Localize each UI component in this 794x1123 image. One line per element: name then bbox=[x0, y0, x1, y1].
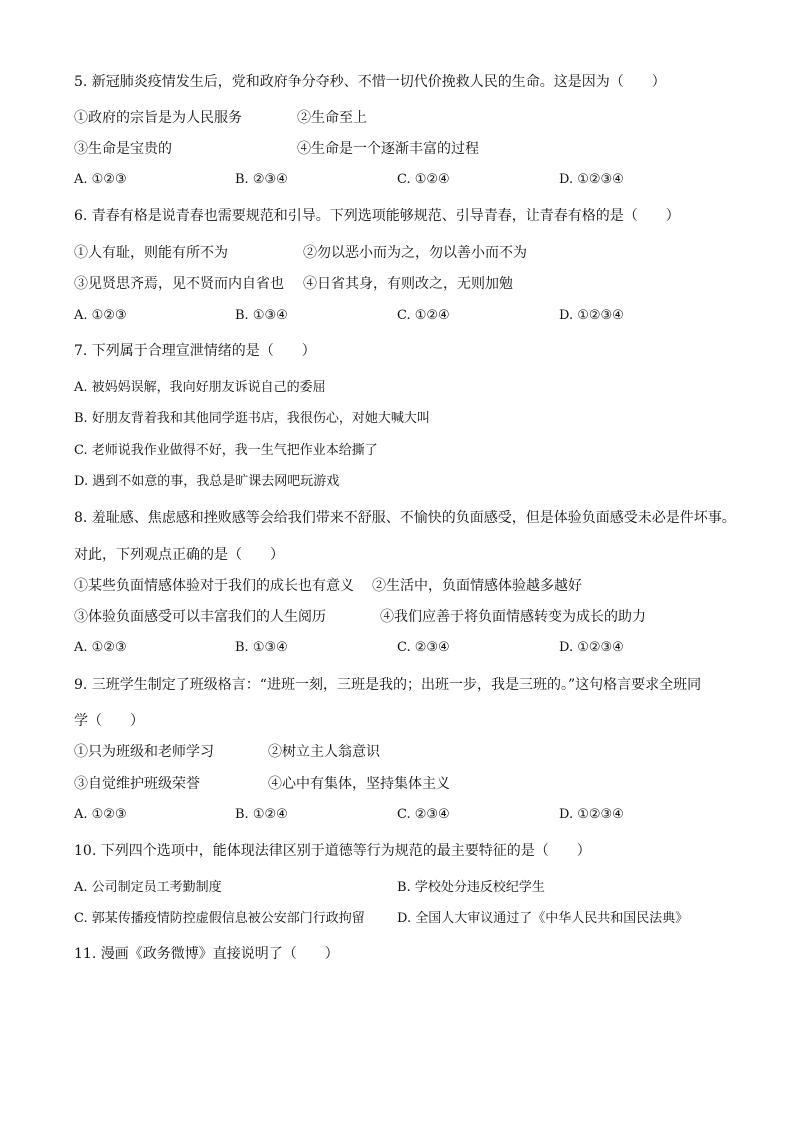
q6-choice-c[interactable]: C. ①②④ bbox=[397, 308, 450, 323]
q7-choice-c[interactable]: C. 老师说我作业做得不好，我一生气把作业本给撕了 bbox=[74, 443, 378, 458]
q6-item-3: ③见贤思齐焉，见不贤而内自省也 bbox=[74, 276, 284, 292]
question-8-stem: 8. 羞耻感、焦虑感和挫败感等会给我们带来不舒服、不愉快的负面感受，但是体验负面感受未必是件坏事。 bbox=[74, 510, 736, 526]
q9-item-3: ③自觉维护班级荣誉 bbox=[74, 776, 200, 792]
q6-item-1: ①人有耻，则能有所不为 bbox=[74, 245, 228, 261]
q5-choice-d[interactable]: D. ①②③④ bbox=[559, 172, 624, 187]
q9-choice-c[interactable]: C. ②③④ bbox=[397, 807, 450, 822]
q5-item-4: ④生命是一个逐渐丰富的过程 bbox=[297, 141, 479, 157]
q5-choice-c[interactable]: C. ①②④ bbox=[397, 172, 450, 187]
q6-choice-d[interactable]: D. ①②③④ bbox=[559, 308, 624, 323]
question-11-stem: 11. 漫画《政务微博》直接说明了（ ） bbox=[74, 946, 339, 962]
q7-choice-d[interactable]: D. 遇到不如意的事，我总是旷课去网吧玩游戏 bbox=[74, 474, 340, 489]
q5-item-3: ③生命是宝贵的 bbox=[74, 141, 172, 157]
q6-choice-b[interactable]: B. ①③④ bbox=[235, 308, 288, 323]
q7-choice-a[interactable]: A. 被妈妈误解，我向好朋友诉说自己的委屈 bbox=[74, 380, 326, 395]
q6-item-2: ②勿以恶小而为之，勿以善小而不为 bbox=[303, 245, 527, 261]
q8-choice-a[interactable]: A. ①②③ bbox=[74, 640, 127, 655]
q5-choice-b[interactable]: B. ②③④ bbox=[235, 172, 288, 187]
q10-choice-a[interactable]: A. 公司制定员工考勤制度 bbox=[74, 880, 222, 895]
q8-item-1: ①某些负面情感体验对于我们的成长也有意义 bbox=[74, 578, 354, 594]
q6-choice-a[interactable]: A. ①②③ bbox=[74, 308, 127, 323]
q9-choice-d[interactable]: D. ①②③④ bbox=[559, 807, 624, 822]
question-10-stem: 10. 下列四个选项中，能体现法律区别于道德等行为规范的最主要特征的是（ ） bbox=[74, 843, 591, 859]
q8-item-2: ②生活中，负面情感体验越多越好 bbox=[372, 578, 582, 594]
q10-choice-b[interactable]: B. 学校处分违反校纪学生 bbox=[397, 880, 545, 895]
q8-choice-b[interactable]: B. ①③④ bbox=[235, 640, 288, 655]
q9-item-1: ①只为班级和老师学习 bbox=[74, 744, 214, 760]
q9-choice-b[interactable]: B. ①②④ bbox=[235, 807, 288, 822]
q9-choice-a[interactable]: A. ①②③ bbox=[74, 807, 127, 822]
question-9-stem: 9. 三班学生制定了班级格言：“进班一刻，三班是我的；出班一步，我是三班的。”这句格言要求全班同 bbox=[74, 677, 702, 693]
question-7-stem: 7. 下列属于合理宣泄情绪的是（ ） bbox=[74, 343, 316, 359]
q5-item-1: ①政府的宗旨是为人民服务 bbox=[74, 110, 242, 126]
question-9-stem-cont: 学（ ） bbox=[74, 713, 144, 729]
q8-item-3: ③体验负面感受可以丰富我们的人生阅历 bbox=[74, 609, 326, 625]
q5-choice-a[interactable]: A. ①②③ bbox=[74, 172, 127, 187]
question-5-stem: 5. 新冠肺炎疫情发生后，党和政府争分夺秒、不惜一切代价挽救人民的生命。这是因为（ ） bbox=[74, 74, 666, 90]
q9-item-2: ②树立主人翁意识 bbox=[268, 744, 380, 760]
question-6-stem: 6. 青春有格是说青春也需要规范和引导。下列选项能够规范、引导青春，让青春有格的是（ ） bbox=[74, 208, 680, 224]
question-8-stem-cont: 对此，下列观点正确的是（ ） bbox=[74, 547, 284, 563]
q8-choice-c[interactable]: C. ②③④ bbox=[397, 640, 450, 655]
q9-item-4: ④心中有集体，坚持集体主义 bbox=[268, 776, 450, 792]
q10-choice-d[interactable]: D. 全国人大审议通过了《中华人民共和国民法典》 bbox=[397, 911, 689, 926]
q7-choice-b[interactable]: B. 好朋友背着我和其他同学逛书店，我很伤心，对她大喊大叫 bbox=[74, 411, 430, 426]
q5-item-2: ②生命至上 bbox=[297, 110, 367, 126]
q8-choice-d[interactable]: D. ①②③④ bbox=[559, 640, 624, 655]
q8-item-4: ④我们应善于将负面情感转变为成长的助力 bbox=[380, 609, 646, 625]
q10-choice-c[interactable]: C. 郭某传播疫情防控虚假信息被公安部门行政拘留 bbox=[74, 911, 365, 926]
q6-item-4: ④日省其身，有则改之，无则加勉 bbox=[303, 276, 513, 292]
